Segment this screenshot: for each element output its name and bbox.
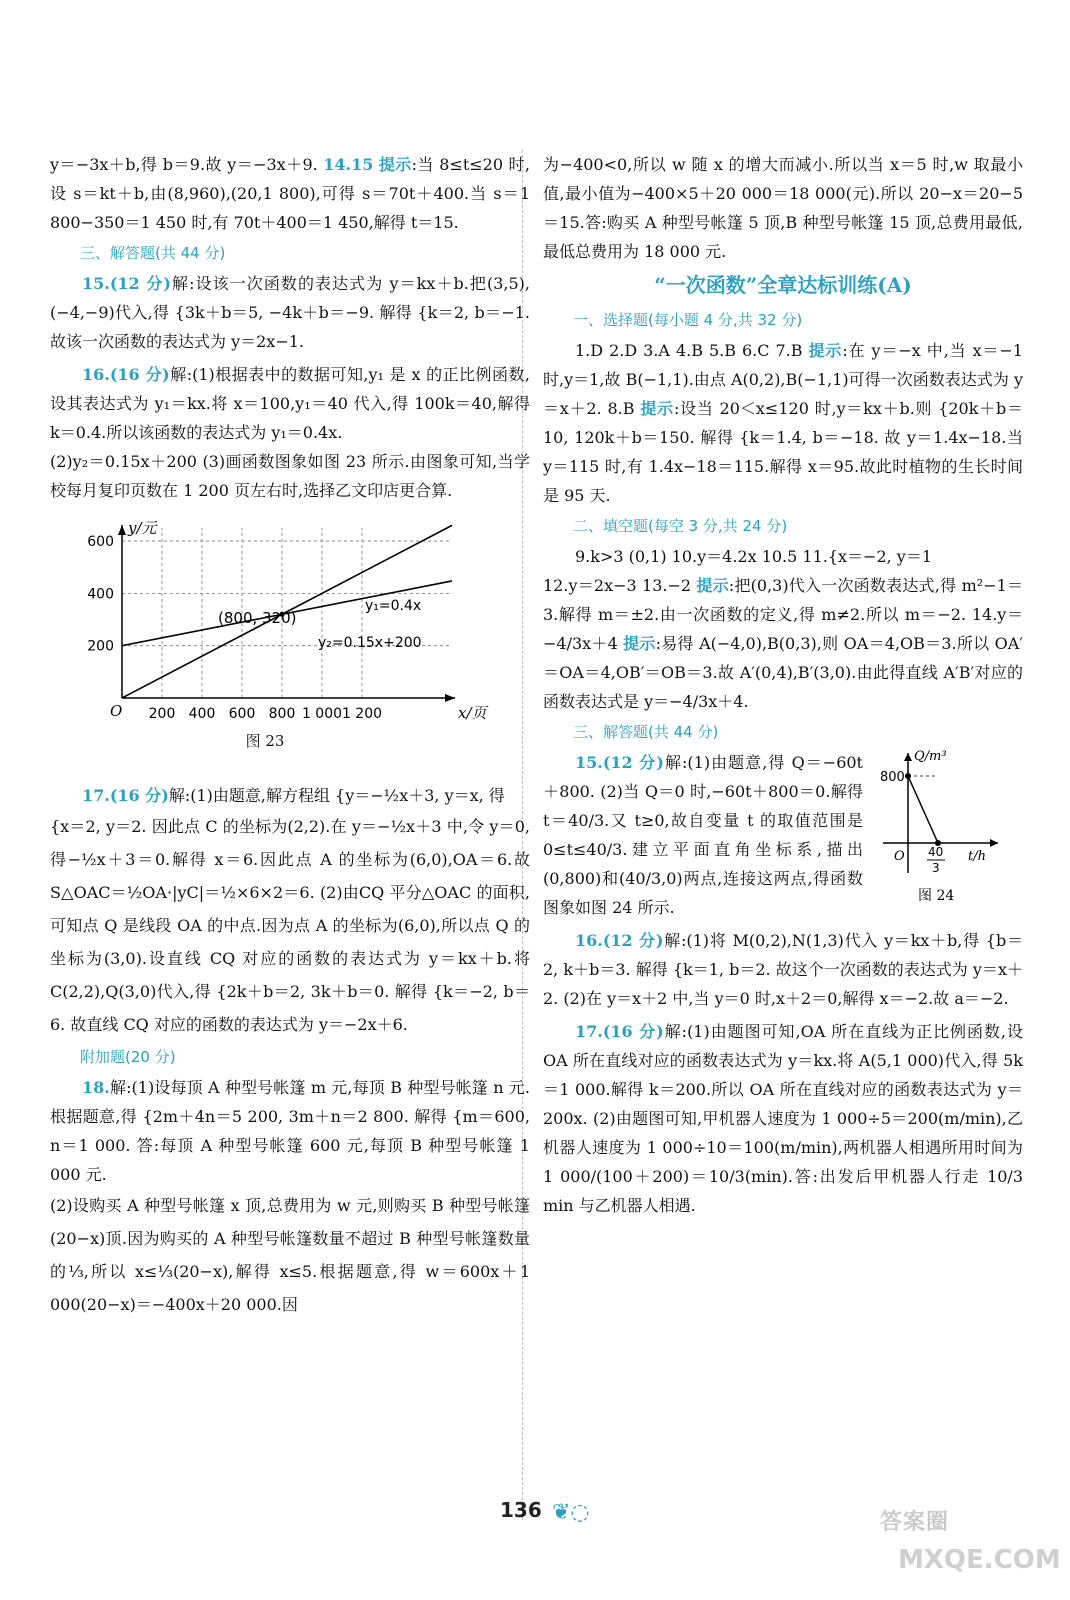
q18 <box>50 1073 530 1189</box>
point-0-800 <box>905 773 911 779</box>
hint-label: 提示 <box>640 399 674 418</box>
right-column <box>543 150 1023 1220</box>
answer-number: 14.15 <box>323 155 374 174</box>
section-heading: 三、解答题(共 44 分) <box>80 244 226 262</box>
question-number: 17. <box>575 1022 603 1041</box>
watermark: 答案圈 <box>880 1510 950 1535</box>
hint-label: 提示 <box>623 634 656 653</box>
text: 解:(1)由题意,解方程组 {y＝−½x＋3, y＝x, 得 <box>168 786 505 805</box>
text: 12.y＝2x−3 13.−2 <box>543 576 692 595</box>
figure-24-caption: 图 24 <box>918 888 955 904</box>
line1-label: y₁=0.4x <box>365 598 422 614</box>
text: 1.D 2.D 3.A 4.B 5.B 6.C 7.B <box>575 341 803 360</box>
section-heading: 一、选择题(每小题 4 分,共 32 分) <box>573 311 803 329</box>
mc-answers <box>543 336 1023 510</box>
figure-24 <box>878 748 1008 908</box>
x-tick-label: 1 000 <box>301 706 343 722</box>
chapter-title: “一次函数”全章达标训练(A) <box>654 273 912 297</box>
text: :易得 A(−4,0),B(0,3),则 OA＝4,OB＝3.所以 OA′＝OA＝4,OB′＝OB＝3.故 A′(0,4),B′(3,0).由此得直线 A′B′对应的函数表达式是 y＝−4/3x＋4. <box>543 634 1023 711</box>
text: 解:(1)设每顶 A 种型号帐篷 m 元,每顶 B 种型号帐篷 n 元.根据题意,得 {2m＋4n＝5 200, 3m＋n＝2 800. 解得 {m＝600, n＝1 000. 答:每顶 A 种型号帐篷 600 元,每顶 B 种型号帐篷 1 000 元. <box>50 1078 530 1184</box>
y-tick-label: 600 <box>87 534 114 551</box>
x-tick-label: 400 <box>188 706 216 722</box>
x-tick-numerator: 40 <box>928 845 944 859</box>
x-tick-label: 1 200 <box>341 706 383 722</box>
question-number: 17. <box>82 786 110 805</box>
leaf-logo-icon: ❦◌ <box>552 1500 590 1525</box>
question-number: 15. <box>82 274 110 293</box>
text: 解:(1)根据表中的数据可知,y₁ 是 x 的正比例函数,设其表达式为 y₁＝kx.将 x＝100,y₁＝40 代入,得 100k＝40,解得 k＝0.4.所以该函数的表达式为 y₁＝0.4x. <box>50 365 530 442</box>
text: :在 y＝−x 中,当 x＝−1 时,y＝1,故 B(−1,1).由点 A(0,2),B(−1,1)可得一次函数表达式为 y＝x＋2. <box>543 341 1023 418</box>
origin-label: O <box>110 702 123 720</box>
x-axis-label: x/页 <box>458 704 487 722</box>
line2-label: y₂=0.15x+200 <box>318 635 422 651</box>
y-axis-arrow <box>118 525 126 535</box>
question-number: 16. <box>82 365 110 384</box>
x-tick-label: 800 <box>268 706 296 722</box>
score: (12 分) <box>109 274 171 293</box>
r16 <box>543 926 1023 1013</box>
score: (16 分) <box>109 365 170 384</box>
fill-answers-1: 9.k>3 (0,1) 10.y＝4.2x 10.5 11.{x＝−2, y＝1 <box>575 547 933 566</box>
r17 <box>543 1017 1023 1220</box>
chart-23 <box>60 513 490 723</box>
r15-block <box>543 748 1023 922</box>
text: 解:(1)由题图可知,OA 所在直线为正比例函数,设 OA 所在直线对应的函数表达式为 y＝kx.将 A(5,1 000)代入,得 5k＝1 000.解得 k＝200.所以 OA 所在直线对应的函数表达式为 y＝200x. (2)由题图可知,甲机器人速度为 1 000÷5＝200(m/min),乙机器人速度为 1 000÷10＝100(m/min),两机器人相遇所用时间为 1 000/(100＋200)＝10/3(min).答:出发后甲机器人行走 10/3 min 与乙机器人相遇. <box>543 1022 1023 1215</box>
q17 <box>50 781 530 810</box>
y-axis-arrow <box>904 753 912 761</box>
score: (16 分) <box>109 786 169 805</box>
section-heading: 三、解答题(共 44 分) <box>573 723 719 741</box>
text: 解:设该一次函数的表达式为 y＝kx＋b.把(3,5),(−4,−9)代入,得 {3k＋b＝5, −4k＋b＝−9. 解得 {k＝2, b＝−1. 故该一次函数的表达式为 y＝2x−1. <box>50 274 530 351</box>
hint-label: 提示 <box>696 576 729 595</box>
fill-answers-2 <box>543 571 1023 716</box>
figure-23-caption: 图 23 <box>245 732 285 750</box>
x-tick-denominator: 3 <box>932 861 940 875</box>
question-number: 15. <box>575 753 603 772</box>
y-tick-label: 200 <box>87 638 114 655</box>
section-heading-extra: 附加题(20 分) <box>80 1048 176 1066</box>
figure-23 <box>50 513 530 723</box>
y-axis-label: y/元 <box>128 519 157 537</box>
y-axis-label: Q/m³ <box>914 749 947 764</box>
q17-body: {x＝2, y＝2. 因此点 C 的坐标为(2,2).在 y＝−½x＋3 中,令 y＝0,得−½x＋3＝0.解得 x＝6.因此点 A 的坐标为(6,0),OA＝6.故 S△OAC＝½OA·|yC|＝½×6×2＝6. (2)由CQ 平分△OAC 的面积,可知点 Q 是线段 OA 的中点.因为点 A 的坐标为(6,0),所以点 Q 的坐标为(3,0).设直线 CQ 对应的函数的表达式为 y＝kx＋b.将 C(2,2),Q(3,0)代入,得 {2k＋b＝2, 3k＋b＝0. 解得 {k＝−2, b＝6. 故直线 CQ 对应的函数的表达式为 y＝−2x＋6. <box>50 817 530 1034</box>
score: (12 分) <box>602 931 664 950</box>
text: 14.y＝−4/3x＋4 <box>543 605 1023 653</box>
watermark-url: MXQE.COM <box>898 1545 1061 1575</box>
intersection-label: (800, 320) <box>218 609 297 627</box>
text: 解:(1)由题意,得 Q＝−60t＋800. (2)当 Q＝0 时,−60t＋800＝0.解得 t＝40/3.又 t≥0,故自变量 t 的取值范围是 0≤t≤40/3.建立平面直角坐标系,描出(0,800)和(40/3,0)两点,连接这两点,得函数图象如图 24 所示. <box>543 753 863 917</box>
text: :把(0,3)代入一次函数表达式,得 m²−1＝3.解得 m＝±2.由一次函数的定义,得 m≠2.所以 m＝−2. <box>543 576 1023 624</box>
y-tick-label: 400 <box>87 586 114 603</box>
hint-label: 提示 <box>808 341 843 360</box>
section-heading: 二、填空题(每空 3 分,共 24 分) <box>573 517 788 535</box>
text: y＝−3x＋b,得 b＝9.故 y＝−3x＋9. <box>50 155 318 174</box>
x-axis-arrow <box>990 839 998 847</box>
origin-label: O <box>894 849 905 864</box>
score: (16 分) <box>602 1022 664 1041</box>
left-paragraph-1 <box>50 150 530 237</box>
x-axis-label: t/h <box>968 849 986 864</box>
hint-label: 提示 <box>378 155 412 174</box>
text: 解:(1)将 M(0,2),N(1,3)代入 y＝kx＋b,得 {b＝2, k＋b＝3. 解得 {k＝1, b＝2. 故这个一次函数的表达式为 y＝x＋2. (2)在 y＝x＋2 中,当 y＝0 时,x＋2＝0,解得 x＝−2.故 a＝−2. <box>543 931 1023 1008</box>
text: 8.B <box>607 399 635 418</box>
text: :设当 20＜x≤120 时,y＝kx＋b.则 {20k＋b＝10, 120k＋b＝150. 解得 {k＝1.4, b＝−18. 故 y＝1.4x−18.当 y＝115 时,有 1.4x−18＝115.解得 x＝95.故此时植物的生长时间是 95 天. <box>543 399 1023 505</box>
q16-part2: (2)y₂＝0.15x＋200 (3)画函数图象如图 23 所示.由图象可知,当学校每月复印页数在 1 200 页左右时,选择乙文印店更合算. <box>50 452 530 500</box>
score: (12 分) <box>602 753 664 772</box>
r15 <box>543 748 863 922</box>
question-number: 16. <box>575 931 603 950</box>
text: :当 8≤t≤20 时,设 s＝kt＋b,由(8,960),(20,1 800),可得 s＝70t＋400.当 s＝1 800−350＝1 450 时,有 70t＋400＝1 450,解得 t＝15. <box>50 155 530 232</box>
x-tick-label: 200 <box>148 706 176 722</box>
q18-part2: (2)设购买 A 种型号帐篷 x 顶,总费用为 w 元,则购买 B 种型号帐篷(20−x)顶.因为购买的 A 种型号帐篷数量不超过 B 种型号帐篷数量的⅓,所以 x≤⅓(20−x),解得 x≤5.根据题意,得 w＝600x＋1 000(20−x)＝−400x＋20 000.因 <box>50 1196 530 1314</box>
right-paragraph-1: 为−400<0,所以 w 随 x 的增大而减小.所以当 x＝5 时,w 取最小值,最小值为−400×5＋20 000＝18 000(元).所以 20−x＝20−5＝15.答:购买 A 种型号帐篷 5 顶,B 种型号帐篷 15 顶,总费用最低,最低总费用为 18 000 元. <box>543 155 1023 261</box>
x-tick-label: 600 <box>228 706 256 722</box>
q15 <box>50 269 530 356</box>
q16 <box>50 360 530 447</box>
question-number: 18. <box>82 1078 110 1097</box>
y-tick-800: 800 <box>880 770 905 785</box>
x-axis-arrow <box>445 694 455 702</box>
q-line <box>908 776 938 843</box>
page-number: 136 <box>500 1498 542 1522</box>
left-column <box>50 150 530 1321</box>
